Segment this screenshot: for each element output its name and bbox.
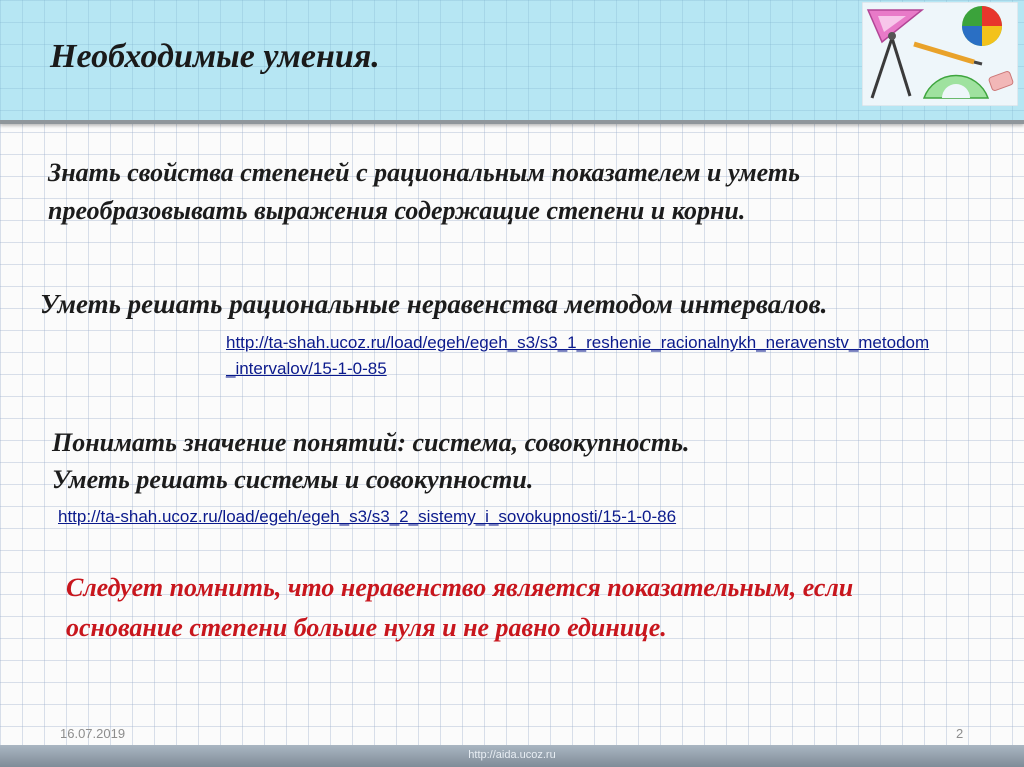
skill-interval-method-text: Уметь решать рациональные неравенства методом интервалов.	[40, 289, 828, 319]
slide-header	[0, 0, 1024, 124]
geometry-tools-illustration	[862, 2, 1018, 106]
skill-systems-line-2: Уметь решать системы и совокупности.	[52, 465, 534, 494]
slide-date: 16.07.2019	[60, 726, 126, 741]
skill-powers-text: Знать свойства степеней с рациональным показателем и уметь преобразовывать выражения содержащие степени и корни.	[48, 158, 800, 225]
systems-link[interactable]: http://ta-shah.ucoz.ru/load/egeh/egeh_s3/s3_2_sistemy_i_sovokupnosti/15-1-0-86	[58, 507, 677, 526]
skill-systems-line-1: Понимать значение понятий: система, совокупность.	[52, 428, 690, 457]
pie-chart-icon	[962, 6, 1002, 46]
footer-url: http://aida.ucoz.ru	[468, 749, 556, 761]
slide-page-number: 2	[956, 726, 964, 741]
interval-method-link[interactable]: http://ta-shah.ucoz.ru/load/egeh/egeh_s3/s3_1_reshenie_racionalnykh_neravenstv_metodom_intervalov/15-1-0-85	[226, 333, 930, 378]
skill-systems-text	[52, 424, 872, 498]
slide-footer-bar	[0, 745, 1024, 767]
exponential-inequality-note: Следует помнить, что неравенство является показательным, если основание степени больше нуля и не равно единице.	[66, 573, 854, 642]
slide-title: Необходимые умения.	[50, 38, 380, 75]
